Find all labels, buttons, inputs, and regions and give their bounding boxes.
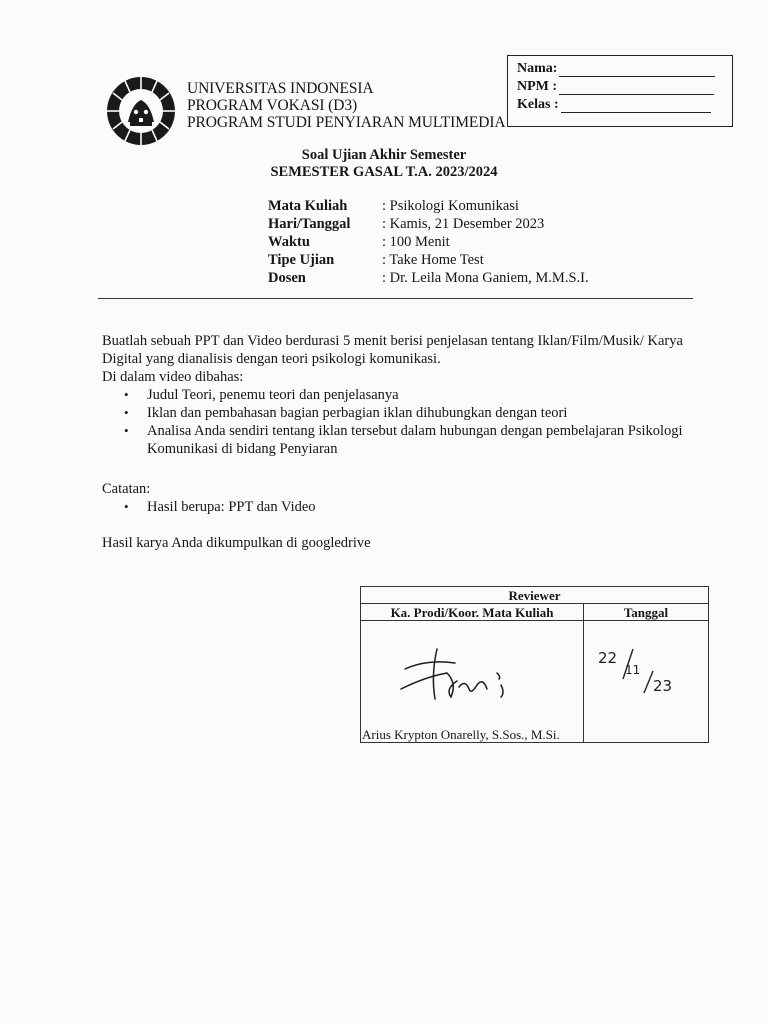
detail-value: : 100 Menit [382,234,450,250]
column-divider [583,604,584,742]
detail-value: : Take Home Test [382,252,484,268]
coordinator-column-header: Ka. Prodi/Koor. Mata Kuliah [361,604,583,621]
semester-title: SEMESTER GASAL T.A. 2023/2024 [270,164,498,180]
reviewer-table [360,586,709,743]
makara-ui-logo-icon [106,76,176,146]
detail-value: : Dr. Leila Mona Ganiem, M.M.S.I. [382,270,589,286]
date-day: 22 [598,649,618,667]
npm-row [517,79,714,95]
exam-title: Soal Ujian Akhir Semester [301,147,467,163]
list-item: • Analisa Anda sendiri tentang iklan tersebut dalam hubungan dengan pembelajaran Psikologi [102,422,742,440]
instruction-line: Digital yang dianalisis dengan teori psikologi komunikasi. [102,351,441,367]
video-intro: Di dalam video dibahas: [102,369,244,385]
name-field[interactable] [559,63,715,77]
reviewer-header: Reviewer [361,587,708,604]
date-column-header: Tanggal [584,604,708,621]
list-item-continuation: Komunikasi di bidang Penyiaran [147,441,338,457]
university-name: UNIVERSITAS INDONESIA [187,80,374,97]
date-month: 11 [625,663,641,677]
notes-label: Catatan: [102,481,151,497]
reviewer-name: Arius Krypton Onarelly, S.Sos., M.Si. [362,727,560,742]
date-year: 23 [653,677,673,695]
list-item: • Iklan dan pembahasan bagian perbagian iklan dihubungkan dengan teori [102,404,742,422]
detail-value: : Psikologi Komunikasi [382,198,519,214]
detail-row [268,233,589,251]
submission-note: Hasil karya Anda dikumpulkan di googledrive [102,535,371,551]
instruction-line: Buatlah sebuah PPT dan Video berdurasi 5 menit berisi penjelasan tentang Iklan/Film/Musik/ Karya [102,333,683,349]
institution-header [187,80,506,131]
list-item: • Judul Teori, penemu teori dan penjelasanya [102,386,742,404]
detail-label: Waktu [268,234,310,250]
detail-row [268,269,589,287]
student-info-box [507,55,733,127]
class-row [517,97,711,113]
detail-row [268,215,589,233]
exam-details [268,197,589,287]
name-row [517,61,715,77]
class-field[interactable] [561,99,711,113]
study-program-name: PROGRAM STUDI PENYIARAN MULTIMEDIA [187,114,506,131]
detail-row [268,251,589,269]
divider [98,298,693,299]
detail-value: : Kamis, 21 Desember 2023 [382,216,545,232]
program-name: PROGRAM VOKASI (D3) [187,97,358,114]
detail-label: Tipe Ujian [268,252,335,268]
list-item: • Hasil berupa: PPT dan Video [102,498,742,516]
detail-label: Hari/Tanggal [268,216,351,232]
name-label: Nama: [517,61,558,76]
npm-label: NPM : [517,79,558,94]
detail-label: Mata Kuliah [268,198,348,214]
reviewer-signature [397,637,517,707]
exam-instructions [102,332,742,552]
npm-field[interactable] [559,81,714,95]
class-label: Kelas : [517,97,559,112]
detail-label: Dosen [268,270,306,286]
detail-row [268,197,589,215]
